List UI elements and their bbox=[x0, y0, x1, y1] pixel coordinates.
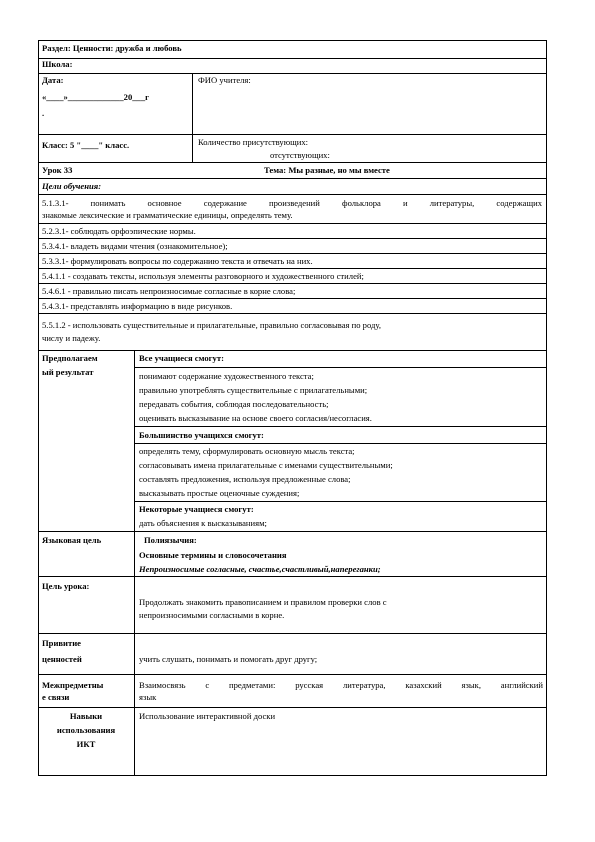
values-text: учить слушать, понимать и помогать друг другу; bbox=[139, 654, 318, 664]
row-divider bbox=[134, 426, 547, 427]
teacher-name-label: ФИО учителя: bbox=[198, 75, 251, 85]
row-divider bbox=[38, 283, 547, 284]
interdisciplinary-label-line1: Межпредметны bbox=[42, 680, 104, 690]
section-title: Раздел: Ценности: дружба и любовь bbox=[42, 43, 182, 53]
lesson-goal-text-line2: непроизносимыми согласными в корне. bbox=[139, 610, 285, 620]
terms-list: Непроизносимые согласные, счастье,счастливый,напереганки; bbox=[139, 564, 381, 574]
school-label: Школа: bbox=[42, 59, 73, 69]
row-divider bbox=[38, 178, 547, 179]
some-students-heading: Некоторые учащиеся смогут: bbox=[139, 504, 254, 514]
goal-item: знакомые лексические и грамматические единицы, определять тему. bbox=[42, 210, 293, 220]
row-divider bbox=[38, 268, 547, 269]
interdisciplinary-text-line2: язык bbox=[139, 692, 157, 702]
result-label-line1: Предполагаем bbox=[42, 353, 98, 363]
date-label: Дата: bbox=[42, 75, 64, 85]
row-divider bbox=[38, 576, 547, 577]
goal-item: 5.5.1.2 - использовать существительные и прилагательные, правильно согласовывая по роду, bbox=[42, 320, 381, 330]
absent-count-label: отсутствующих: bbox=[270, 150, 330, 160]
lesson-number: Урок 33 bbox=[42, 165, 73, 175]
table-border-left bbox=[38, 40, 39, 776]
ict-label-line3: ИКТ bbox=[76, 739, 96, 749]
goal-item: 5.2.3.1- соблюдать орфоэпические нормы. bbox=[42, 226, 196, 236]
goal-item: числу и падежу. bbox=[42, 333, 101, 343]
goals-heading: Цели обучения: bbox=[42, 181, 102, 191]
column-divider bbox=[134, 350, 135, 776]
terms-heading: Основные термины и словосочетания bbox=[139, 550, 287, 560]
result-label-line2: ый результат bbox=[42, 367, 94, 377]
ict-text: Использование интерактивной доски bbox=[139, 711, 276, 721]
date-field: «____»_____________20___г bbox=[42, 92, 150, 102]
column-divider bbox=[192, 73, 193, 162]
goal-item: 5.3.3.1- формулировать вопросы по содержанию текста и отвечать на них. bbox=[42, 256, 313, 266]
goal-item: 5.4.6.1 - правильно писать непроизносимые согласные в корне слова; bbox=[42, 286, 296, 296]
goal-item: 5.4.3.1- представлять информацию в виде рисунков. bbox=[42, 301, 233, 311]
ict-label-line2: использования bbox=[56, 725, 116, 735]
result-item: понимают содержание художественного текста; bbox=[139, 371, 314, 381]
row-divider bbox=[38, 674, 547, 675]
interdisciplinary-text-line1: Взаимосвязь с предметами: русская литература, казахский язык, английский bbox=[139, 680, 543, 690]
row-divider bbox=[38, 223, 547, 224]
row-divider bbox=[38, 531, 547, 532]
most-students-heading: Большинство учащихся смогут: bbox=[139, 430, 264, 440]
row-divider bbox=[38, 73, 547, 74]
result-item: передавать события, соблюдая последовательность; bbox=[139, 399, 329, 409]
interdisciplinary-label-line2: е связи bbox=[42, 692, 70, 702]
goal-item: 5.4.1.1 - создавать тексты, используя элементы разговорного и художественного стилей; bbox=[42, 271, 364, 281]
goal-item: 5.3.4.1- владеть видами чтения (ознакомительное); bbox=[42, 241, 228, 251]
row-divider bbox=[38, 313, 547, 314]
row-divider bbox=[38, 298, 547, 299]
date-dot: . bbox=[42, 108, 45, 118]
lesson-goal-text-line1: Продолжать знакомить правописанием и правилом проверки слов с bbox=[139, 597, 387, 607]
row-divider bbox=[134, 501, 547, 502]
row-divider bbox=[38, 194, 547, 195]
present-count-label: Количество присутствующих: bbox=[198, 137, 309, 147]
result-item: составлять предложения, используя предложенные слова; bbox=[139, 474, 351, 484]
row-divider bbox=[38, 238, 547, 239]
ict-label-line1: Навыки bbox=[69, 711, 103, 721]
row-divider bbox=[38, 633, 547, 634]
table-border-right bbox=[546, 40, 547, 776]
row-divider bbox=[38, 350, 547, 351]
result-item: оценивать высказывание на основе своего согласия/несогласия. bbox=[139, 413, 372, 423]
table-border-bottom bbox=[38, 775, 547, 776]
lesson-topic: Тема: Мы разные, но мы вместе bbox=[264, 165, 390, 175]
table-border-top bbox=[38, 40, 547, 41]
values-label-line2: ценностей bbox=[42, 654, 82, 664]
row-divider bbox=[134, 367, 547, 368]
result-item: высказывать простые оценочные суждения; bbox=[139, 488, 300, 498]
row-divider bbox=[38, 162, 547, 163]
all-students-heading: Все учащиеся смогут: bbox=[139, 353, 224, 363]
values-label-line1: Привитие bbox=[42, 638, 81, 648]
row-divider bbox=[38, 253, 547, 254]
row-divider bbox=[134, 443, 547, 444]
lesson-plan-table bbox=[38, 40, 547, 776]
goal-item: 5.1.3.1- понимать основное содержание произведений фольклора и литературы, содержащих bbox=[42, 198, 542, 208]
result-item: согласовывать имена прилагательные с именами существительными; bbox=[139, 460, 393, 470]
class-label: Класс: 5 "____" класс. bbox=[42, 140, 130, 150]
language-goal-label: Языковая цель bbox=[42, 535, 102, 545]
result-item: определять тему, сформулировать основную мысль текста; bbox=[139, 446, 355, 456]
lesson-goal-label: Цель урока: bbox=[42, 581, 90, 591]
result-item: дать объяснения к высказываниям; bbox=[139, 518, 267, 528]
row-divider bbox=[38, 707, 547, 708]
result-item: правильно употреблять существительные с прилагательными; bbox=[139, 385, 368, 395]
row-divider bbox=[38, 134, 547, 135]
polyglots-heading: Полиязычия: bbox=[144, 535, 197, 545]
row-divider bbox=[38, 58, 547, 59]
